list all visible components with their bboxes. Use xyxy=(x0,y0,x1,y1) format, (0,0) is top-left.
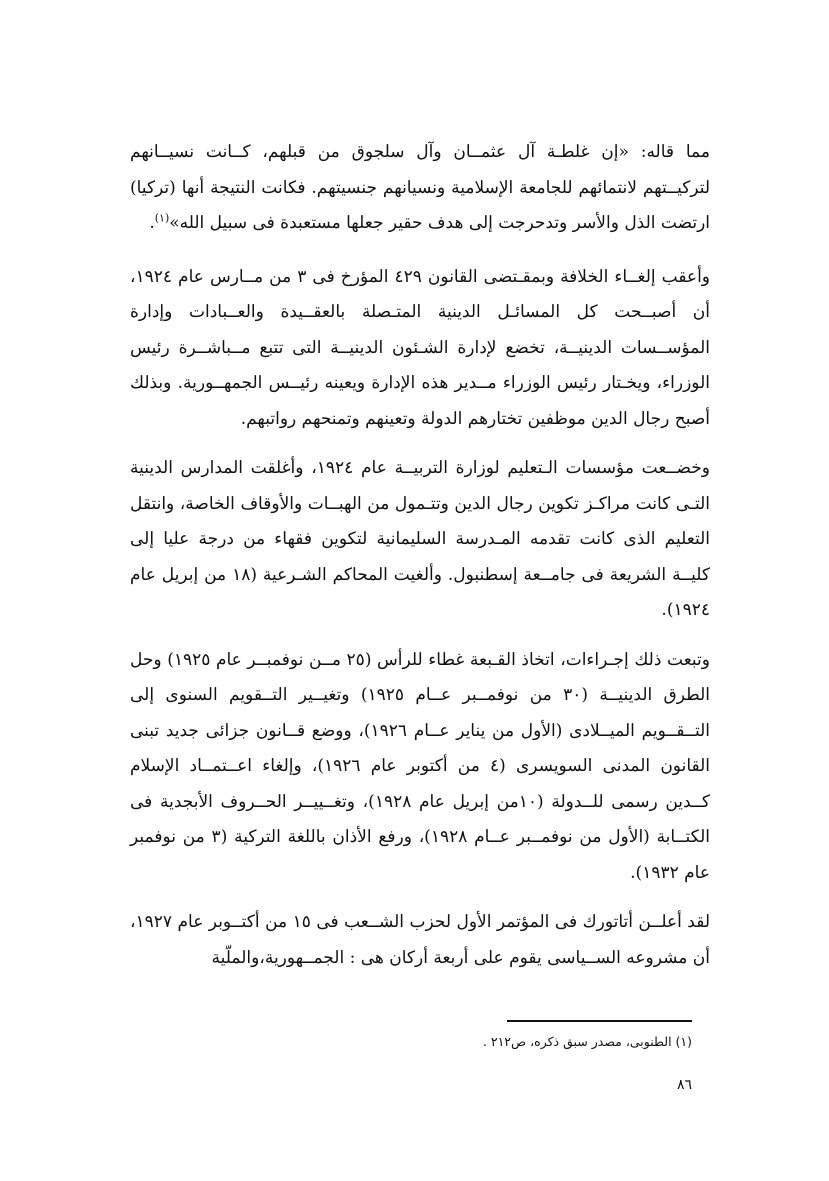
paragraph-1 xyxy=(130,135,710,242)
footnote: (١) الطنوبى، مصدر سبق ذكره، ص٢١٢ . xyxy=(482,1034,692,1049)
page-body xyxy=(130,135,710,990)
paragraph-1-text: مما قاله: «إن غلطـة آل عثمــان وآل سلجوق من قبلهم، كــانت نسيــانهم لتركيــتهم لانتمائهم للجامعة الإسلامية ونسيانهم جنسيتهم. فكانت النتيجة أنها (تركيا) ارتضت الذل والأسر وتدحرجت إلى هدف حقير جعلها مستعبدة فى سبيل الله» xyxy=(130,142,710,233)
page-number: ٨٦ xyxy=(676,1077,692,1093)
footnote-reference[interactable]: (١) xyxy=(154,211,170,225)
paragraph-2: وأعقب إلغــاء الخلافة وبمقـتضى القانون ٤٢٩ المؤرخ فى ٣ من مــارس عام ١٩٢٤، أن أصبــحت كل المسائـل الدينية المتـصلة بالعقــيدة والعــبادات وإدارة المؤســسات الدينيــة، تخضع لإدارة الشـئون الدينيــة التى تتبع مــباشــرة رئيس الوزراء، ويخـتار رئيس الوزراء مــدير هذه الإدارة ويعينه رئيــس الجمهــورية. وبذلك أصبح رجال الدين موظفين تختارهم الدولة وتعينهم وتمنحهم رواتبهم. xyxy=(130,266,710,429)
paragraph-4: وتبعت ذلك إجـراءات، اتخاذ القـبعة غطاء للرأس (٢٥ مــن نوفمبــر عام ١٩٢٥) وحل الطرق الدينيــة (٣٠ من نوفمــبر عــام ١٩٢٥) وتغيــير التــقويم السنوى إلى التــقــويم الميــلادى (الأول من يناير عــام ١٩٢٦)، ووضع قــانون جزائى جديد تبنى القانون المدنى السويسرى (٤ من أكتوبر عام ١٩٢٦)، وإلغاء اعــتمــاد الإسلام كــدين رسمى للــدولة (١٠من إبريل عام ١٩٢٨)، وتغــييــر الحــروف الأبجدية فى الكتــابة (الأول من نوفمــبر عــام ١٩٢٨)، ورفع الأذان باللغة التركية (٣ من نوفمبر عام ١٩٣٢). xyxy=(130,649,711,883)
paragraph-1-tail: . xyxy=(149,213,155,233)
paragraph-3: وخضــعت مؤسسات الـتعليم لوزارة التربيــة عام ١٩٢٤، وأغلقت المدارس الدينية التـى كانت مراكـز تكوين رجال الدين وتتـمول من الهبــات والأوقاف الخاصة، وانتقل التعليم الذى كانت تقدمه المـدرسة السليمانية لتكوين فقهاء من درجة عليا إلى كليــة الشريعة فى جامــعة إسطنبول. وألغيت المحاكم الشـرعية (١٨ من إبريل عام ١٩٢٤). xyxy=(130,458,711,620)
paragraph-5: لقد أعلــن أتاتورك فى المؤتمر الأول لحزب الشــعب فى ١٥ من أكتــوبر عام ١٩٢٧، أن مشروعه الســياسى يقوم على أربعة أركان هى : الجمــهورية،والملّية xyxy=(130,912,710,968)
footnote-divider xyxy=(507,1020,692,1022)
